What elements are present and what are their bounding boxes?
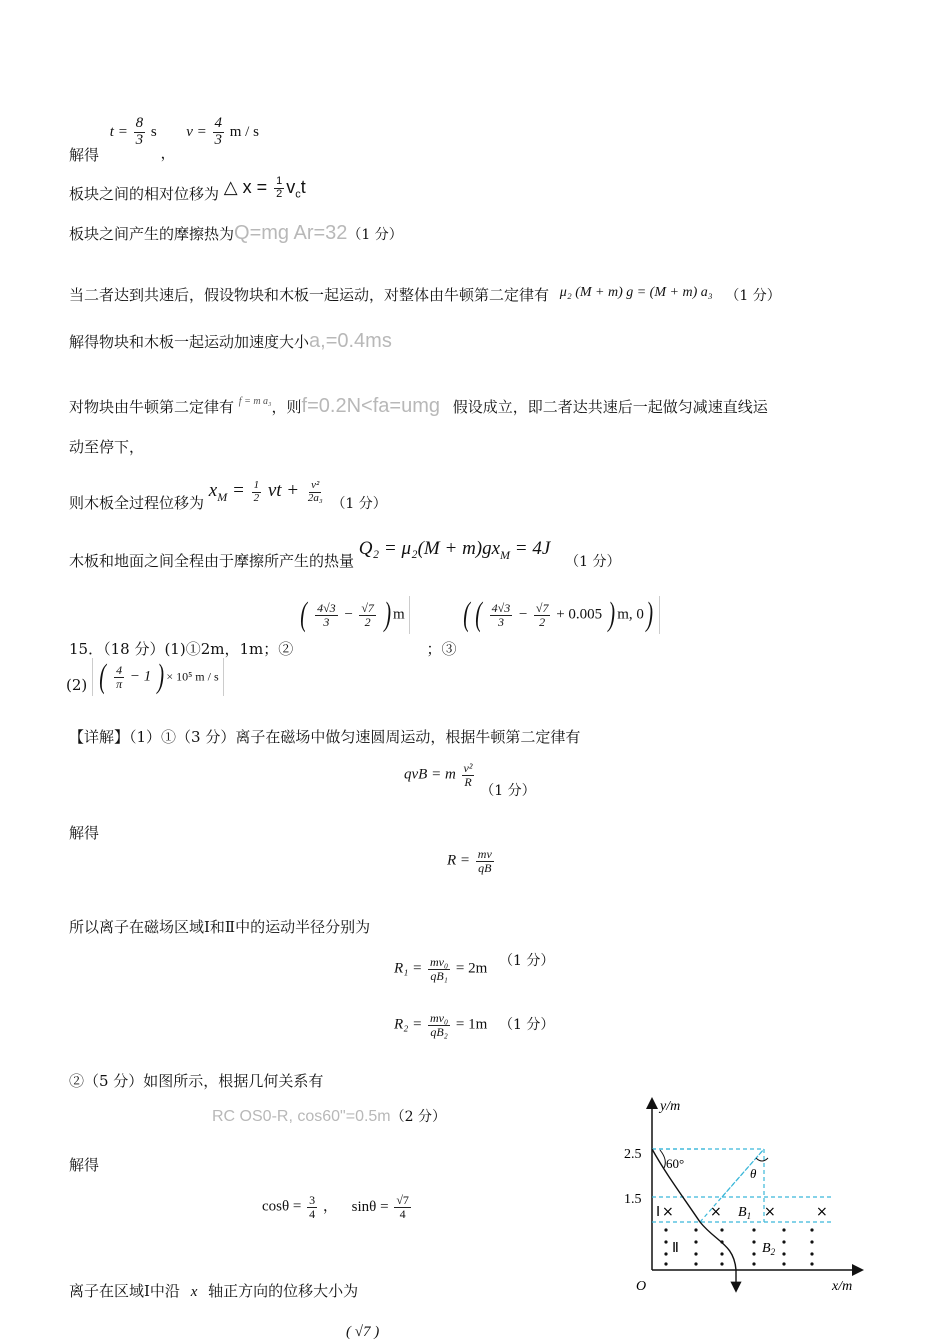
geometry-relation-line [212, 1106, 446, 1126]
theta-arc [756, 1158, 768, 1161]
eq-radius-1: R₁ = $\frac{\text{mv₀}}{\text{qB₁}}$ = 2m （1 分） [394, 952, 555, 983]
eq-lorentz-force: qvB = m $\frac{\text{v²}}{R}$ （1 分） [404, 761, 536, 799]
cross-mark: × [710, 1204, 722, 1220]
ghost-formula: RC OS0-R, cos60"=0.5m [212, 1108, 391, 1125]
newton-whole-line [69, 284, 781, 305]
ghost-formula: Q=mg Ar=32 [234, 222, 348, 244]
region-2-label: Ⅱ [672, 1241, 679, 1256]
separator: ；③ [426, 640, 457, 659]
eq-relative-displacement: △ x = $\frac{1}{2}$ $v_ct$ [223, 175, 306, 201]
cut-off-equation: ( √7 ) [346, 1324, 380, 1340]
eq-t: t = $\frac{8}{3}$ s [109, 115, 157, 148]
solve-label: 解得 [69, 145, 100, 164]
score-mark: （2 分） [390, 1109, 446, 1125]
q15-answer-2: ( $\frac{4√3}{3}$ − $\frac{√7}{2}$ ) m [298, 596, 410, 634]
ghost-formula: a,=0.4ms [309, 330, 392, 352]
y-axis-label: y/m [660, 1099, 681, 1114]
friction-heat-line [69, 222, 403, 245]
q15-answer-line [69, 596, 660, 659]
eq-ground-heat: $Q_2 = \mu_2(M + m)gx_M = 4J$ [358, 538, 551, 562]
q15-answer-3: ( ( $\frac{4√3}{3}$ − $\frac{√7}{2}$ + 0.005 ) m, 0) [461, 596, 660, 634]
eq-block-newton: f = m a₃ [238, 396, 272, 407]
eq-v: v = $\frac{4}{3}$ m / s [186, 115, 259, 148]
q15-answer-4: ( $\frac{4}{\pi}$ − 1 ) × 10⁵ m / s [92, 658, 224, 696]
score-mark: （1 分） [480, 782, 536, 799]
part2-text: ②（5 分）如图所示，根据几何关系有 [69, 1072, 324, 1090]
region-2-dots [664, 1228, 813, 1265]
line-text: 则木板全过程位移为 [69, 494, 205, 513]
board-displacement-line [69, 479, 387, 513]
ground-heat-line [69, 538, 621, 570]
line-text: 板块之间产生的摩擦热为 [69, 225, 235, 243]
score-mark: （1 分） [347, 227, 403, 243]
origin-label: O [636, 1279, 647, 1294]
magnetic-field-figure [616, 1094, 868, 1300]
eq-cos-sin: cosθ = $\frac{3}{4}$ ， sinθ = $\frac{√7}{4}$ [262, 1193, 409, 1221]
line-text: ，则 [271, 398, 302, 416]
ghost-formula: f=0.2N<fa=umg [301, 395, 440, 417]
tick-2-5: 2.5 [624, 1147, 642, 1162]
score-mark: （1 分） [331, 496, 387, 513]
q15-part2-line [66, 658, 224, 696]
part-label: (2) [66, 676, 88, 695]
line-text: 木板和地面之间全程由于摩擦所产生的热量 [69, 552, 355, 570]
score-mark: （1 分） [565, 554, 621, 570]
cross-mark: × [662, 1204, 674, 1220]
region-1-label: Ⅰ [656, 1205, 661, 1220]
score-mark: （1 分） [725, 288, 781, 304]
solve-line-t-v [69, 115, 259, 164]
separator: ， [160, 143, 176, 162]
block-newton-line [69, 395, 869, 418]
solve-label: 解得 [69, 824, 100, 842]
b2-label: $B_2$ [762, 1241, 776, 1257]
detail-intro: 【详解】（1）①（3 分）离子在磁场中做匀速圆周运动，根据牛顿第二定律有 [69, 728, 581, 746]
angle-60-label: 60° [666, 1156, 685, 1171]
q15-header: 15．（18 分）(1)①2m，1m；② [69, 640, 294, 659]
eq-newton-whole: μ₂ (M + m) g = (M + m) a₃ [559, 285, 713, 300]
tick-1-5: 1.5 [624, 1192, 642, 1207]
displacement-text: 离子在区域Ⅰ中沿 x 轴正方向的位移大小为 [69, 1282, 359, 1300]
eq-radius: R = $\frac{mv}{qB}$ [447, 847, 492, 875]
score-mark: （1 分） [499, 952, 555, 969]
theta-label: θ [750, 1166, 757, 1181]
cross-mark: × [764, 1204, 776, 1220]
score-mark: （1 分） [499, 1016, 555, 1033]
line-text: 假设成立，即二者达共速后一起做匀减速直线运 [452, 398, 768, 416]
line-text: 板块之间的相对位移为 [69, 184, 220, 203]
x-axis-label: x/m [832, 1279, 853, 1294]
angle-arc [660, 1150, 665, 1168]
eq-board-displacement: $x_M$ = $\frac{1}{2}$ vt + $\frac{\text{v²}}{\text{2a₃}}$ [208, 479, 323, 505]
line-text-continued: 动至停下， [69, 438, 145, 456]
cross-mark: × [816, 1204, 828, 1220]
acceleration-line [69, 330, 392, 353]
line-text: 解得物块和木板一起运动加速度大小 [69, 333, 310, 351]
solve-label: 解得 [69, 1156, 100, 1174]
b1-label: $B_1$ [738, 1205, 752, 1221]
line-text: 对物块由牛顿第二定律有 [69, 398, 235, 416]
eq-radius-2: R₂ = $\frac{\text{mv₀}}{\text{qB₂}}$ = 1m （1 分） [394, 1011, 555, 1039]
radii-text: 所以离子在磁场区域Ⅰ和Ⅱ中的运动半径分别为 [69, 918, 371, 936]
line-text: 当二者达到共速后，假设物块和木板一起运动，对整体由牛顿第二定律有 [69, 286, 550, 304]
relative-displacement-line [69, 175, 306, 203]
